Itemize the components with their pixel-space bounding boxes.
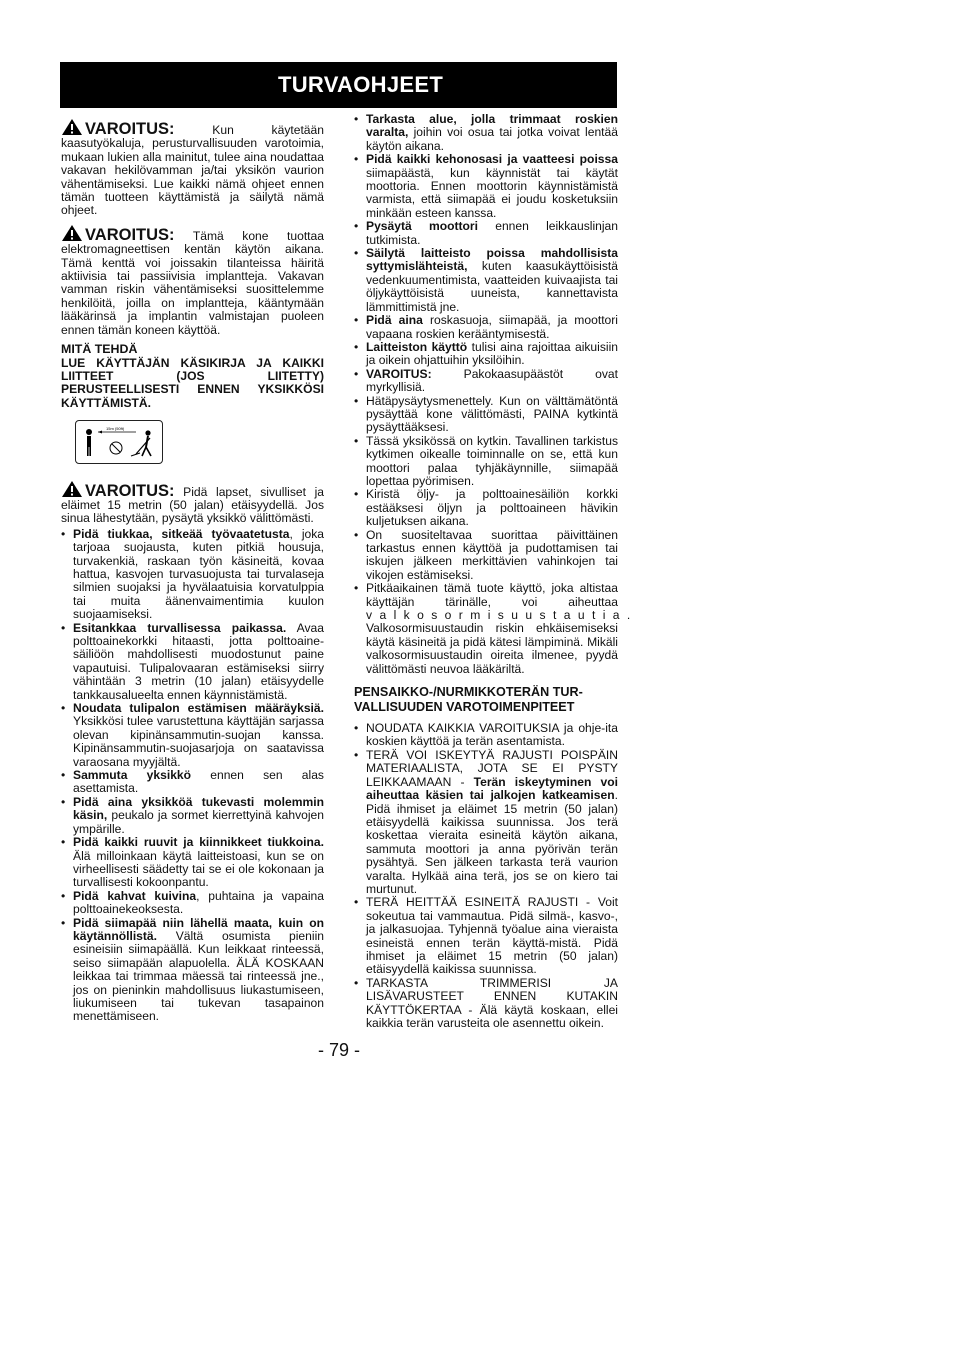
list-item: • Pysäytä moottori ennen leikkauslinjan tutkimista. — [354, 220, 618, 247]
list-item: • Tarkasta alue, jolla trimmaat roskien varalta, joihin voi osua tai jotka voivat lentää käytön aikana. — [354, 113, 618, 153]
warning-triangle-icon — [61, 118, 83, 136]
list-item: • NOUDATA KAIKKIA VAROITUKSIA ja ohje-ita koskien käyttöä ja terän asentamista. — [354, 722, 618, 749]
list-item: • Pidä tiukkaa, sitkeää työvaatetusta, joka tarjoaa suojausta, kuten pitkiä housuja, turvakenkiä, raskaan työn käsineitä, kovaa hattua, kasvojen turvasuojusta tai turvalaseja silmien suojaksi ja hyvälaatuisia korvatulppia tai muita äänenvaimentimia kuulon suojaamiseksi. — [61, 528, 324, 622]
list-item: • TARKASTA TRIMMERISI JA LISÄVARUSTEET ENNEN KUTAKIN KÄYTTÖKERTAA - Älä käytä koskaan, ellei kaikkia terän varusteita ole asennettu oikein. — [354, 977, 618, 1031]
warning-label: VAROITUS: — [85, 481, 175, 500]
warning-1 — [61, 118, 324, 218]
distance-pictogram — [75, 420, 163, 464]
distance-label: 15m (50ft) — [106, 426, 125, 432]
warning-text: Pidä lapset, sivulliset ja eläimet 15 metrin (50 jalan) etäisyydellä. Jos sinua lähestytään, pysäytä yksikkö välittömästi. — [61, 484, 324, 526]
list-item: • Kiristä öljy- ja polttoainesäiliön korkki estääksesi öljyn ja polttoaineen hävikin kuljetuksen aikana. — [354, 488, 618, 528]
list-item: • Pidä aina yksikköä tukevasti molemmin käsin, peukalo ja sormet kierrettyinä kahvojen ympärille. — [61, 796, 324, 836]
page-number: - 79 - — [318, 1040, 361, 1060]
list-item: • Pidä siimapää niin lähellä maata, kuin on käytännöllistä. Vältä osumista pieniin esineisiin siimapäällä. Kun leikkaat rinteessä, seiso siimapään alapuolella. ÄLÄ KOSKAAN leikkaa tai trimmaa mäessä tai rinteessä jne., jos on pieninkin mahdollisuus liukastumiseen, liukumiseen tai tukevan tasapainon menettämiseen. — [61, 917, 324, 1024]
list-item: • TERÄ HEITTÄÄ ESINEITÄ RAJUSTI - Voit sokeutua tai vammautua. Pidä silmä-, kasvo-, ja jalkasuojaa. Tyhjennä työalue aina vieraista esineistä ennen terän käyttä-mistä. Pidä ihmiset ja eläimet 15 metrin (50 jalan) etäisyydellä kaikissa suunnissa. — [354, 896, 618, 976]
page-title: TURVAOHJEET — [60, 62, 617, 108]
list-item: • Tässä yksikössä on kytkin. Tavallinen tarkistus kytkimen oikealle toiminnalle on se, että kun moottori palaa tyhjäkäynnille, siimapää lopettaa pyörimisen. — [354, 435, 618, 489]
list-item: • Laitteiston käyttö tulisi aina rajoittaa aikuisiin ja oikein ohjattuihin yksilöihin. — [354, 341, 618, 368]
warning-text: Tämä kone tuottaa elektromagneettisen kentän käytön aikana. Tämä kenttä voi joissakin tilanteissa häiritä aktiivisia tai passiivisia implantteja. Vakavan vamman riskin vähentämiseksi suosittelemme henkilöitä, joilla on implantteja, kääntymään lääkärinsä ja implantin valmistajan puoleen ennen tämän koneen käyttöä. — [61, 228, 324, 337]
section-title: MITÄ TEHDÄ — [61, 342, 138, 357]
warning-3 — [61, 480, 324, 526]
right-column — [354, 112, 638, 1030]
list-item: • Pidä kahvat kuivina, puhtaina ja vapaina polttoainekeoksesta. — [61, 890, 324, 917]
list-item: • Pidä aina roskasuoja, siimapää, ja moottori vapaana roskien kerääntymisestä. — [354, 314, 618, 341]
blade-safety-list — [354, 722, 618, 1030]
list-item: • VAROITUS: Pakokaasupäästöt ovat myrkyllisiä. — [354, 368, 618, 395]
list-item: • Esitankkaa turvallisessa paikassa. Avaa polttoainekorkki hitaasti, jotta polttoaine-säiliöön mahdollisesti muodostunut paine vapautuisi. Tulipalovaaran estämiseksi siirry vähintään 3 metrin (10 jalan) etäisyydelle tankkausalueelta ennen käynnistämistä. — [61, 622, 324, 702]
list-item: • Pidä kaikki kehonosasi ja vaatteesi poissa siimapäästä, kun käynnistät tai käytät moottoria. Ennen moottorin käynnistämistä varmista, että siimapää ei joudu kosketuksiin minkään esteen kanssa. — [354, 153, 618, 220]
list-item: • Noudata tulipalon estämisen määräyksiä. Yksikkösi tulee varustettuna käyttäjän sarjassa olevan kipinänsammutin-suojan kanssa. Kipinänsammutin-suojasarjoja on saatavissa varaosana myyjältä. — [61, 702, 324, 769]
warning-text: Kun käytetään kaasutyökaluja, perusturvallisuuden varotoimia, mukaan lukien alla mainitut, tulee aina noudattaa vakavan hekilövamman ja/tai yksikön vaurion vähentämiseksi. Lue kaikki nämä ohjeet ennen tämän tuotteen käyttämistä ja säilytä nämä ohjeet. — [61, 123, 324, 218]
warning-label: VAROITUS: — [85, 225, 175, 244]
read-manual-note: LUE KÄYTTÄJÄN KÄSIKIRJA JA KAIKKI LIITTEET (JOS LIITETTY) PERUSTEELLISESTI ENNEN YKSIKKÖSI KÄYTTÄMISTÄ. — [61, 355, 324, 410]
list-item: • On suositeltavaa suorittaa päivittäinen tarkastus ennen käyttöä ja pudottamisen tai iskujen jälkeen merkittävien vahinkojen tai vikojen estämiseksi. — [354, 529, 618, 583]
list-item: • Pidä kaikki ruuvit ja kiinnikkeet tiukkoina. Älä milloinkaan käytä laitteistoasi, kun se on virheellisesti säädetty tai se ei ole kokonaan ja turvallisesti kokoonpantu. — [61, 836, 324, 890]
warning-2 — [61, 224, 324, 337]
list-item: • Hätäpysäytysmenettely. Kun on välttämätöntä pysäyttää kone välittömästi, PAINA kytkintä pysäyttääksesi. — [354, 395, 618, 435]
list-item: • Pitkäaikainen tämä tuote käyttö, joka altistaa käyttäjän tärinälle, voi aiheuttaa valkosormisuustautia. Valkosormisuustaudin riskin ehkäisemiseksi käytä käsineitä ja pidä kätesi lämpiminä. Mikäli valkosormisuustaudin oireita ilmenee, pyydä välittömästi neuvoa lääkäriltä. — [354, 582, 618, 676]
safety-list-right — [354, 112, 638, 676]
warning-label: VAROITUS: — [85, 120, 175, 138]
safety-list-left — [61, 528, 324, 1024]
blade-safety-title: PENSAIKKO-/NURMIKKOTERÄN TUR-VALLISUUDEN VAROTOIMENPITEET — [354, 685, 583, 715]
list-item: • Säilytä laitteisto poissa mahdollisista syttymislähteistä, kuten kaasukäyttöisistä vedenkuumentimista, vaatteiden kuivaajista tai öljykäyttöisistä uuneista, kannettavista lämmittimistä jne. — [354, 247, 618, 314]
left-column — [61, 118, 324, 1024]
warning-triangle-icon — [61, 480, 83, 498]
warning-triangle-icon — [61, 224, 83, 242]
list-item: • Sammuta yksikkö ennen sen alas asettamista. — [61, 769, 324, 796]
list-item: • TERÄ VOI ISKEYTYÄ RAJUSTI POISPÄIN MATERIAALISTA, JOTA SE EI PYSTY LEIKKAAMAAN - Terän iskeytyminen voi aiheuttaa käsien tai jalkojen katkeamisen. Pidä ihmiset ja eläimet 15 metrin (50 jalan) etäisyydellä kaikissa suunnissa. Jos terä koskettaa vieraita esineitä käytön aikana, sammuta moottori ja anna pyörivän terän pysähtyä. Sen jälkeen tarkasta terä vaurion varalta. Hylkää aina terä, jos se on kiero tai murtunut. — [354, 749, 618, 896]
